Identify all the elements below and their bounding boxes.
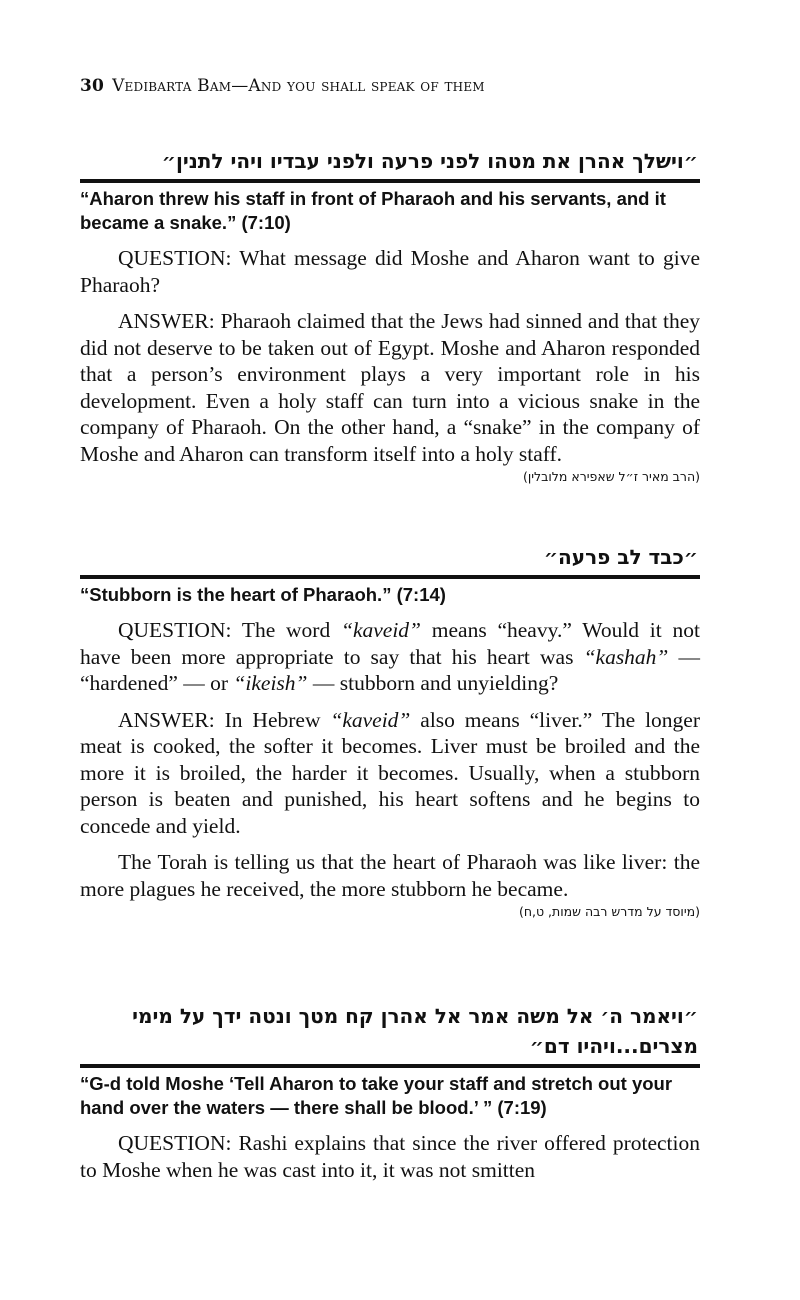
- running-head: [80, 76, 700, 96]
- answer-paragraph: ANSWER: Pharaoh claimed that the Jews had sinned and that they did not deserve to be taken out of Egypt. Moshe and Aharon responded that a person’s environment plays a very important role in his development. Even a holy staff can turn into a vicious snake in the company of Pharaoh. On the other hand, a “snake” in the company of Moshe and Aharon can transform itself into a holy staff.: [80, 309, 700, 466]
- verse-translation: “Stubborn is the heart of Pharaoh.” (7:14): [80, 584, 446, 605]
- hebrew-verse: ״וישלך אהרן את מטהו לפני פרעה ולפני עבדיו ויהי לתנין״: [161, 149, 698, 173]
- divider-rule: [80, 1064, 700, 1068]
- source-citation: (מיוסד על מדרש רבה שמות, ט,ח): [518, 904, 700, 919]
- verse-translation: “G-d told Moshe ‘Tell Aharon to take your staff and stretch out your hand over the waters — there shall be blood.’ ” (7:19): [80, 1073, 673, 1118]
- divider-rule: [80, 575, 700, 579]
- question-paragraph: QUESTION: The word “kaveid” means “heavy.” Would it not have been more appropriate to say that his heart was “kashah” — “hardened” — or “ikeish” — stubborn and unyielding?: [80, 618, 701, 695]
- hebrew-verse: ״ויאמר ה׳ אל משה אמר אל אהרן קח מטך ונטה ידך על מימי מצרים...ויהיו דם״: [132, 1004, 698, 1058]
- section-waters-blood: [80, 1001, 700, 1183]
- divider-rule: [80, 179, 700, 183]
- section-aharon-staff: [80, 146, 700, 485]
- question-paragraph: QUESTION: What message did Moshe and Aharon want to give Pharaoh?: [80, 246, 700, 297]
- answer-paragraph: ANSWER: In Hebrew “kaveid” also means “liver.” The longer meat is cooked, the softer it becomes. Liver must be broiled and the more it is broiled, the harder it becomes. Usually, when a stubborn person is beaten and punished, his heart softens and he begins to concede and yield.: [80, 707, 700, 838]
- section-heart-of-pharaoh: [80, 542, 700, 920]
- conclusion-paragraph: The Torah is telling us that the heart of Pharaoh was like liver: the more plagues he received, the more stubborn he became.: [80, 850, 700, 901]
- book-title: Vedibarta Bam—And you shall speak of them: [112, 76, 485, 96]
- page-number: 30: [80, 76, 105, 96]
- verse-translation: “Aharon threw his staff in front of Pharaoh and his servants, and it became a snake.” (7:10): [80, 188, 666, 233]
- hebrew-verse: ״כבד לב פרעה״: [543, 545, 698, 569]
- question-paragraph: QUESTION: Rashi explains that since the river offered protection to Moshe when he was cast into it, it was not smitten: [80, 1131, 700, 1182]
- source-citation: (הרב מאיר ז״ל שאפירא מלובלין): [522, 469, 700, 484]
